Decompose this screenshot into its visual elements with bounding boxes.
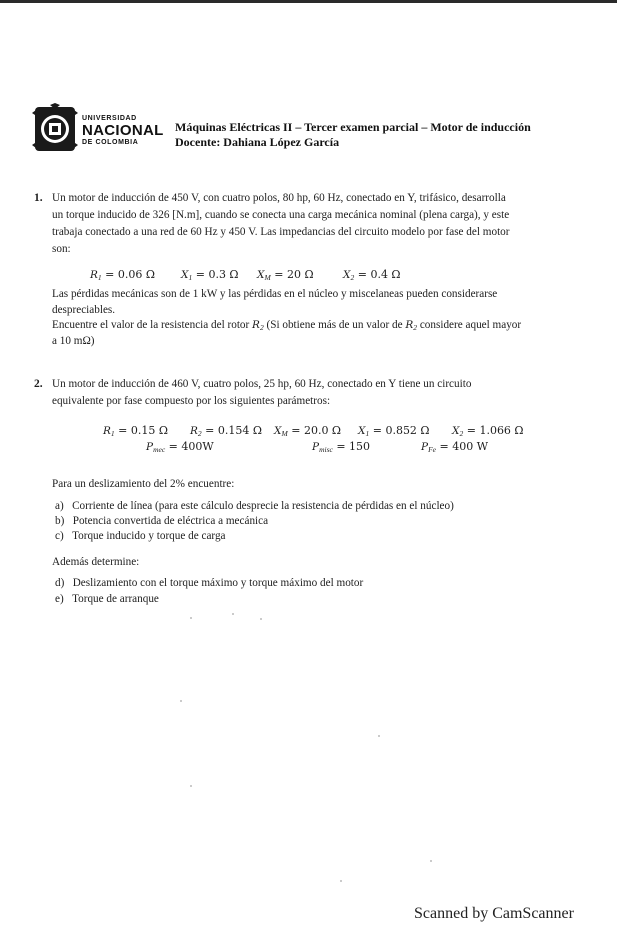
q2-item-d: d) Deslizamiento con el torque máximo y torque máximo del motor [55, 577, 364, 589]
scan-top-border [0, 0, 617, 3]
q2-param-x1: $X_1 = 0.852$ Ω [358, 424, 430, 438]
scan-speck [190, 785, 192, 787]
question-2-number: 2. [34, 378, 43, 390]
q1-find-line-2: a 10 mΩ) [52, 335, 95, 347]
q1-line-4: son: [52, 243, 71, 255]
teacher-name: Docente: Dahiana López García [175, 135, 340, 149]
q2-param-pmisc: $P_{misc} = 150$ [312, 440, 371, 454]
q2-item-b: b) Potencia convertida de eléctrica a mecánica [55, 515, 269, 527]
scan-speck [232, 613, 234, 615]
q2-line-1: Un motor de inducción de 460 V, cuatro polos, 25 hp, 60 Hz, conectado en Y tiene un circuito [52, 378, 472, 390]
q1-find-line-1: Encuentre el valor de la resistencia del rotor $R_2$ (Si obtiene más de un valor de $R_2$ considere aquel mayor [52, 319, 522, 332]
scan-speck [340, 880, 342, 882]
q2-also-heading: Además determine: [52, 556, 140, 568]
q2-param-xm: $X_M = 20.0$ Ω [274, 424, 342, 438]
logo-line-2: NACIONAL [82, 122, 164, 139]
q2-item-a: a) Corriente de línea (para este cálculo desprecie la resistencia de pérdidas en el núcleo) [55, 500, 454, 512]
logo-line-3: DE COLOMBIA [82, 139, 139, 146]
q2-param-r2: $R_2 = 0.154$ Ω [190, 424, 262, 438]
scan-speck [430, 860, 432, 862]
q1-line-3: trabaja conectado a una red de 60 Hz y 450 V. Las impedancias del circuito modelo por fase del motor [52, 226, 510, 238]
q2-param-pfe: $P_{Fe} = 400$ W [421, 440, 489, 454]
camscanner-watermark: Scanned by CamScanner [414, 905, 574, 922]
university-wordmark [82, 115, 164, 146]
logo-line-1: UNIVERSIDAD [82, 115, 137, 122]
q1-param-xm: $X_M = 20$ Ω [257, 268, 314, 282]
question-1-number: 1. [34, 192, 43, 204]
scan-speck [378, 735, 380, 737]
q1-param-x2: $X_2 = 0.4$ Ω [343, 268, 401, 282]
q2-param-r1: $R_1 = 0.15$ Ω [103, 424, 168, 438]
q1-losses-line-1: Las pérdidas mecánicas son de 1 kW y las pérdidas en el núcleo y miscelaneas pueden considerarse [52, 288, 498, 300]
university-seal-icon [32, 103, 78, 155]
q2-slip-intro: Para un deslizamiento del 2% encuentre: [52, 478, 235, 490]
course-title: Máquinas Eléctricas II – Tercer examen parcial – Motor de inducción [175, 120, 531, 134]
exam-header [175, 120, 531, 150]
q1-line-1: Un motor de inducción de 450 V, con cuatro polos, 80 hp, 60 Hz, conectado en Y, trifásico, desarrolla [52, 192, 506, 204]
q2-item-c: c) Torque inducido y torque de carga [55, 530, 226, 542]
q2-line-2: equivalente por fase compuesto por los siguientes parámetros: [52, 395, 331, 407]
scan-speck [180, 700, 182, 702]
q2-item-e: e) Torque de arranque [55, 593, 159, 605]
q1-param-x1: $X_1 = 0.3$ Ω [181, 268, 239, 282]
q1-losses-line-2: despreciables. [52, 304, 116, 316]
scan-speck [260, 618, 262, 620]
q1-line-2: un torque inducido de 326 [N.m], cuando se conecta una carga mecánica nominal (plena carga), y este [52, 209, 510, 221]
q2-param-x2: $X_2 = 1.066$ Ω [452, 424, 524, 438]
scan-speck [190, 617, 192, 619]
q2-param-pmec: $P_{mec} = 400W$ [146, 440, 214, 454]
q1-param-r1: $R_1 = 0.06$ Ω [90, 268, 155, 282]
